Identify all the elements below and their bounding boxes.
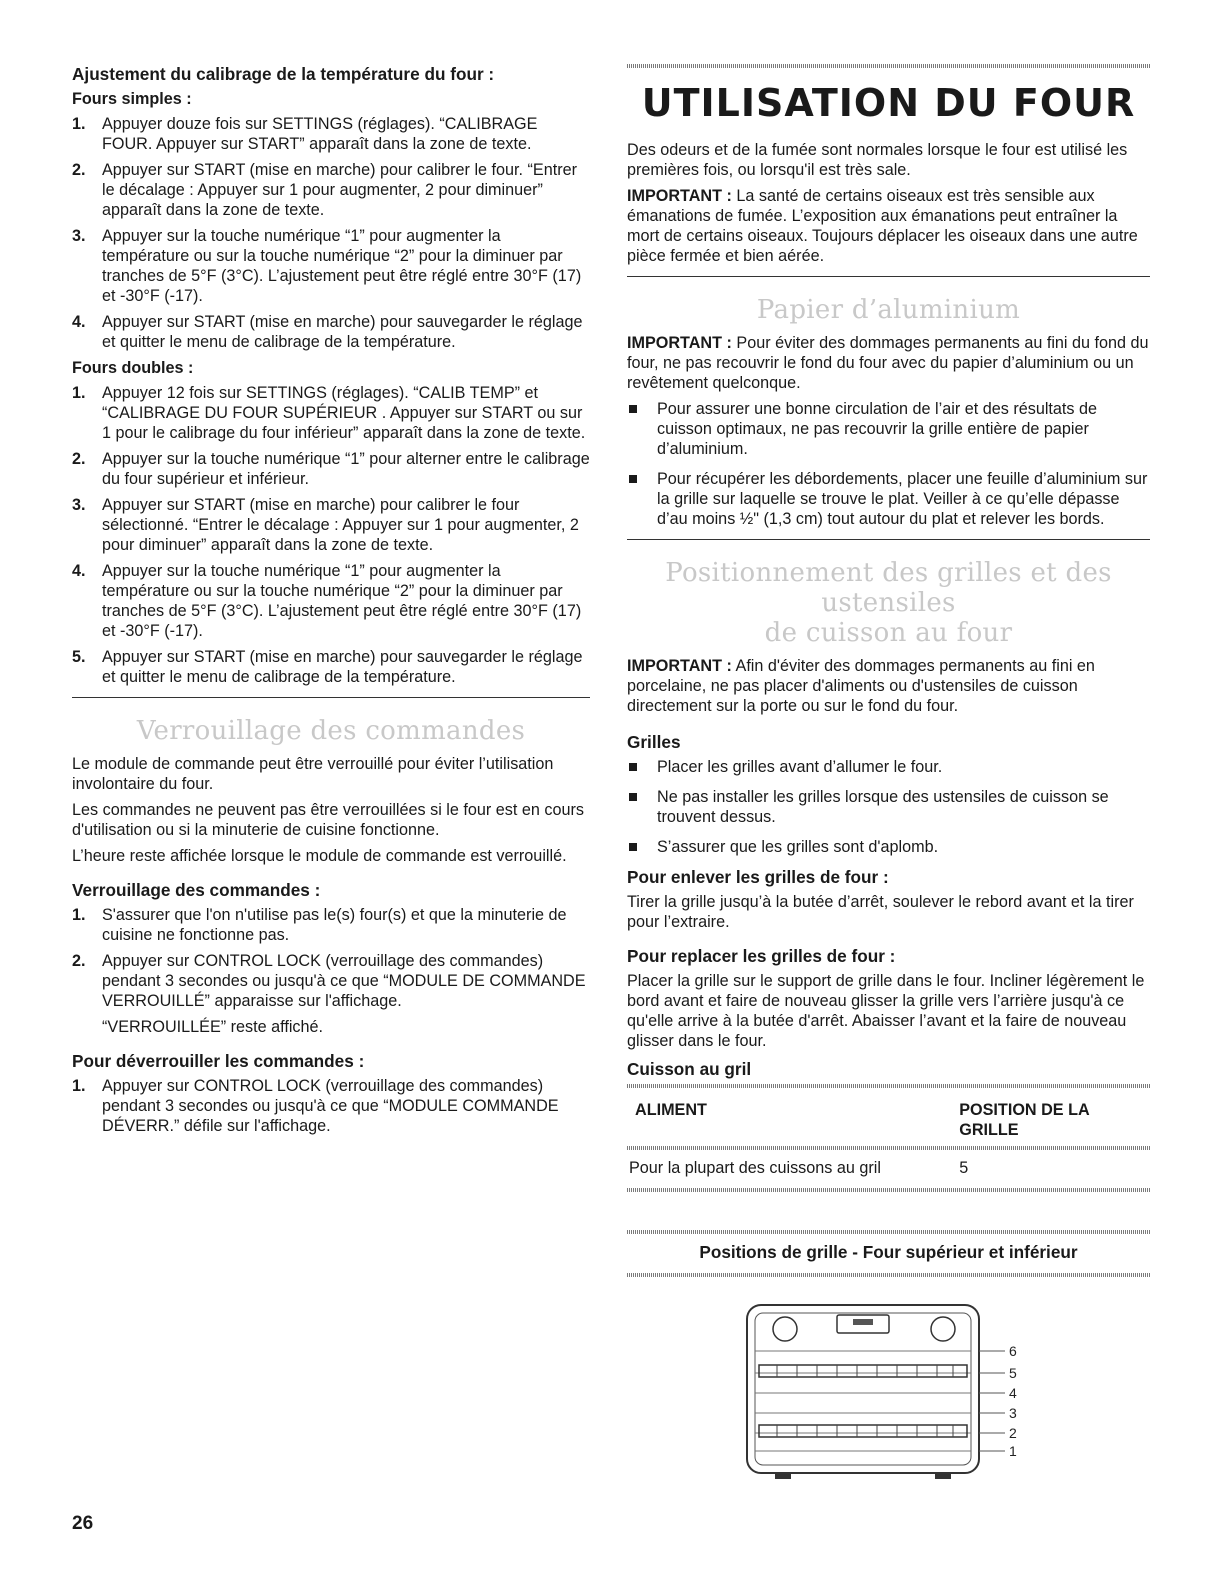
list-item: Placer les grilles avant d’allumer le four. [627, 757, 1150, 777]
foil-bullets [627, 399, 1150, 529]
foil-important: IMPORTANT : Pour éviter des dommages permanents au fini du fond du four, ne pas recouvrir le fond du four avec du papier d’aluminium ou un revêtement quelconque. [627, 334, 1149, 392]
lock-paragraph: Les commandes ne peuvent pas être verrouillées si le four est en cours d'utilisation ou si la minuterie de cuisine fonctionne. [72, 801, 584, 839]
column-header-position: POSITION DE LA GRILLE [959, 1101, 1090, 1139]
table-cell-position: 5 [959, 1159, 969, 1177]
oven-rack-diagram [627, 1299, 1150, 1499]
list-item: 2. Appuyer sur la touche numérique “1” pour alterner entre le calibrage du four supérieur et inférieur. [72, 450, 590, 488]
lock-paragraph: L’heure reste affichée lorsque le module de commande est verrouillé. [72, 847, 567, 865]
diagram-rule-bottom [627, 1273, 1150, 1277]
list-item: 1. Appuyer sur CONTROL LOCK (verrouillage des commandes) pendant 3 secondes ou jusqu'à ce que “MODULE COMMANDE DÉVERR.” défile sur l'affichage. [72, 1077, 559, 1135]
replace-heading: Pour replacer les grilles de four : [627, 946, 896, 966]
section-divider [627, 539, 1150, 540]
lock-note: “VERROUILLÉE” reste affiché. [102, 1018, 324, 1036]
rack-important: IMPORTANT : Afin d'éviter des dommages permanents au fini en porcelaine, ne pas placer d'aliments ou d'ustensiles de cuisson directement sur la porte ou sur le fond du four. [627, 657, 1095, 715]
grilles-heading: Grilles [627, 732, 681, 752]
oven-light-icon [773, 1317, 797, 1341]
list-item: 2. Appuyer sur CONTROL LOCK (verrouillage des commandes) pendant 3 secondes ou jusqu'à ce que “MODULE DE COMMANDE VERROUILLÉ” apparaisse sur l'affichage. [72, 952, 586, 1010]
oven-cavity-inner [755, 1313, 971, 1465]
foil-title: Papier d’aluminium [756, 295, 1021, 325]
oven-vent-slot [853, 1319, 873, 1325]
section-divider [627, 276, 1150, 277]
header-rule [627, 64, 1150, 68]
list-item: 5. Appuyer sur START (mise en marche) pour sauvegarder le réglage et quitter le menu de calibrage de la température. [72, 648, 583, 686]
section-divider [72, 697, 590, 698]
single-ovens-steps [72, 114, 590, 352]
unlock-heading: Pour déverrouiller les commandes : [72, 1051, 365, 1071]
page-number: 26 [72, 1513, 94, 1534]
intro-important: IMPORTANT : La santé de certains oiseaux est très sensible aux émanations de fumée. L’exposition aux émanations peut entraîner la mort de certains oiseaux. Toujours déplacer les oiseaux dans une autre pièce fermée et bien aérée. [627, 187, 1138, 265]
left-column [72, 64, 590, 1142]
table-header-row [627, 1092, 1150, 1146]
double-ovens-steps [72, 383, 590, 687]
list-item: 2. Appuyer sur START (mise en marche) pour calibrer le four. “Entrer le décalage : Appuyer sur 1 pour augmenter, 2 pour diminuer” apparaît dans la zone de texte. [72, 161, 578, 219]
rack-leader-lines [979, 1351, 1005, 1451]
double-ovens-heading: Fours doubles : [72, 359, 194, 377]
control-lock-title: Verrouillage des commandes [136, 716, 526, 746]
rack-label-4: 4 [1009, 1385, 1017, 1401]
rack-title-line2: de cuisson au four [764, 618, 1013, 648]
list-item: S’assurer que les grilles sont d'aplomb. [627, 837, 1150, 857]
page-title: UTILISATION DU FOUR [641, 81, 1136, 125]
single-ovens-heading: Fours simples : [72, 90, 192, 108]
diagram-rule-top [627, 1230, 1150, 1234]
lock-paragraph: Le module de commande peut être verrouillé pour éviter l’utilisation involontaire du four. [72, 755, 554, 793]
broil-table [627, 1092, 1150, 1188]
rack-positions-title: Positions de grille - Four supérieur et inférieur [699, 1242, 1078, 1262]
remove-text: Tirer la grille jusqu’à la butée d’arrêt, soulever le rebord avant et la tirer pour l’extraire. [627, 893, 1134, 931]
list-item: 1. S'assurer que l'on n'utilise pas le(s) four(s) et que la minuterie de cuisine ne fonctionne pas. [72, 906, 567, 944]
list-item: 1. Appuyer douze fois sur SETTINGS (réglages). “CALIBRAGE FOUR. Appuyer sur START” apparaît dans la zone de texte. [72, 115, 538, 153]
list-item: Ne pas installer les grilles lorsque des ustensiles de cuisson se trouvent dessus. [627, 787, 1150, 827]
rack-label-2: 2 [1009, 1425, 1017, 1441]
rack-label-3: 3 [1009, 1405, 1017, 1421]
oven-light-icon [931, 1317, 955, 1341]
rack-label-1: 1 [1009, 1443, 1017, 1459]
rack-title-line1: Positionnement des grilles et des ustensiles [665, 558, 1112, 618]
column-header-food: ALIMENT [635, 1101, 707, 1119]
table-rule-bottom [627, 1188, 1150, 1192]
unlock-steps [72, 1076, 590, 1136]
rack-label-6: 6 [1009, 1343, 1017, 1359]
rack-upper [759, 1365, 967, 1377]
list-item: 3. Appuyer sur la touche numérique “1” pour augmenter la température ou sur la touche numérique “2” pour la diminuer par tranches de 5°F (3°C). L’ajustement peut être réglé entre 30°F (17) et -30°F (-17). [72, 227, 582, 305]
list-item: 3. Appuyer sur START (mise en marche) pour calibrer le four sélectionné. “Entrer le décalage : Appuyer sur 1 pour augmenter, 2 pour diminuer” apparaît dans la zone de texte. [72, 496, 579, 554]
broil-heading: Cuisson au gril [627, 1059, 752, 1079]
list-item: Pour assurer une bonne circulation de l’air et des résultats de cuisson optimaux, ne pas recouvrir la grille entière de papier d’aluminium. [627, 399, 1150, 459]
rack-label-5: 5 [1009, 1365, 1017, 1381]
list-item: 1. Appuyer 12 fois sur SETTINGS (réglages). “CALIB TEMP” et “CALIBRAGE DU FOUR SUPÉRIEUR . Appuyer sur START ou sur 1 pour le calibrage du four inférieur” apparaît dans la zone de texte. [72, 384, 586, 442]
oven-foot [775, 1473, 791, 1479]
table-cell-food: Pour la plupart des cuissons au gril [629, 1159, 881, 1177]
oven-foot [935, 1473, 951, 1479]
calibration-heading: Ajustement du calibrage de la température du four : [72, 64, 495, 84]
list-item: 4. Appuyer sur la touche numérique “1” pour augmenter la température ou sur la touche numérique “2” pour la diminuer par tranches de 5°F (3°C). L’ajustement peut être réglé entre 30°F (17) et -30°F (-17). [72, 562, 582, 640]
table-row [627, 1150, 1150, 1188]
table-rule-top [627, 1084, 1150, 1088]
list-item: Pour récupérer les débordements, placer une feuille d’aluminium sur la grille sur laquelle se trouve le plat. Veiller à ce qu’elle dépasse d’au moins ½" (1,3 cm) tout autour du plat et relever les bords. [627, 469, 1150, 529]
lock-heading: Verrouillage des commandes : [72, 880, 321, 900]
grilles-bullets [627, 757, 1150, 857]
rack-guides [755, 1351, 971, 1451]
rack-lower [759, 1425, 967, 1437]
oven-cavity-outline [747, 1305, 979, 1473]
list-item: 4. Appuyer sur START (mise en marche) pour sauvegarder le réglage et quitter le menu de calibrage de la température. [72, 313, 583, 351]
right-column [627, 64, 1150, 1499]
replace-text: Placer la grille sur le support de grille dans le four. Incliner légèrement le bord avant et faire de nouveau glisser la grille vers l’arrière jusqu'à ce qu'elle arrive à la butée d'arrêt. Abaisser l’avant et la faire de nouveau glisser dans le four. [627, 972, 1145, 1050]
lock-steps [72, 905, 590, 1011]
intro-paragraph: Des odeurs et de la fumée sont normales lorsque le four est utilisé les premières fois, ou lorsqu'il est très sale. [627, 141, 1128, 179]
remove-heading: Pour enlever les grilles de four : [627, 867, 889, 887]
